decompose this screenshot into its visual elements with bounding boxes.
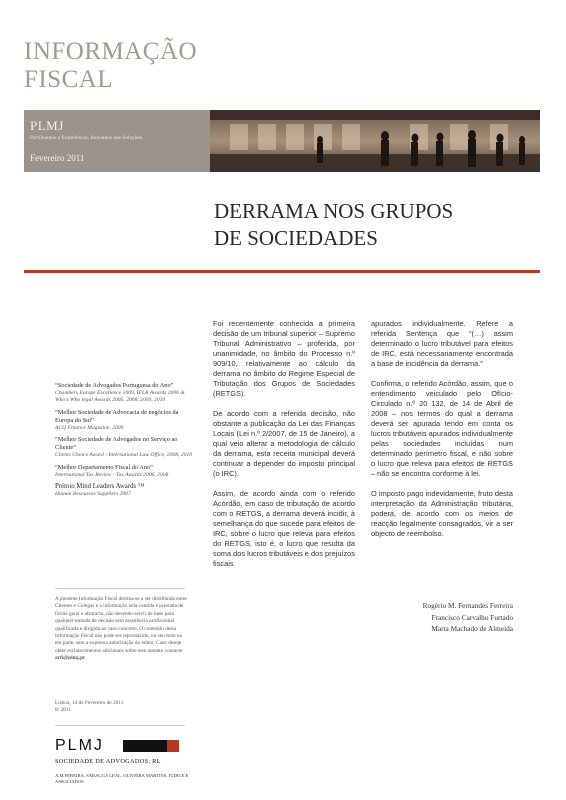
award-item (55, 436, 195, 459)
newsletter-title-line1: INFORMAÇÃO (24, 38, 198, 65)
award-source: ACQ Finance Magazine, 2009 (55, 424, 124, 431)
award-title: “Melhor Departamento Fiscal do Ano” (55, 463, 153, 471)
award-source: International Tax Review - Tax Awards 2006, 2008 (55, 471, 169, 478)
banner-brand: PLMJ (30, 118, 64, 133)
award-source: Chambers Europe Excellence 2009, IFLR Awards 2006 & Who’s Who legal Awards 2006, 2008, 2009, 2010 (55, 390, 185, 404)
article-paragraph: O imposto pago indevidamente, fruto desta interpretação da Administração tributária, poderá, de acordo com os meios de reacção legalmente consagrados, vir a ser objecto de reembolso. (371, 489, 513, 538)
author-name: Rogério M. Fernandes Ferreira (422, 601, 513, 610)
award-item (55, 464, 195, 479)
banner-brand-panel (24, 110, 210, 172)
sidebar-divider (55, 588, 185, 589)
headline-divider (24, 270, 540, 273)
sidebar-divider-bottom (55, 725, 185, 726)
award-title: “Melhor Sociedade de Advocacia de negócios da Europa do Sul” (55, 408, 179, 424)
author-name: Francisco Carvalho Furtado (431, 612, 513, 622)
article-column-1 (213, 319, 355, 579)
author-name: Marta Machado de Almeida (431, 624, 513, 633)
issue-info (55, 700, 185, 714)
award-title: “Melhor Sociedade de Advogados no Serviço ao Cliente” (55, 436, 178, 452)
article-paragraph: De acordo com a referida decisão, não obstante a publicação da Lei das Finanças Locais (Lei n.º 2/2007, de 15 de Janeiro), a qual veio alterar a metodologia de cálculo da derrama, esta receita municipal deverá continuar a depender do imposto principal (o IRC). (213, 409, 355, 478)
award-title: “Sociedade de Advogados Portuguesa do Ano” (55, 382, 174, 389)
disclaimer-text: A presente Informação Fiscal destina-se a ser distribuída entre Clientes e Colegas e a informação nela contida é prestada de forma geral e abstracta, não devendo servir de base para qualquer tomada de decisão sem assistência profissional qualificada e dirigida ao caso concreto. O conteúdo desta Informação Fiscal não pode ser reproduzido, no seu todo ou em parte, sem a expressa autorização do editor. Caso deseje obter esclarecimentos adicionais sobre este assunto contacte (55, 596, 187, 654)
edition-number: 8/ 2011 (55, 707, 71, 714)
award-source: Human Resources Suppliers 2007 (55, 491, 131, 498)
award-title: Prémio Mind Leaders Awards ™ (55, 483, 145, 491)
contact-email-link[interactable]: arfi@plmj.pt (55, 655, 85, 662)
article-paragraph: Confirma, o referido Acórdão, assim, que o entendimento veiculado pelo Ofício-Circulado n.º 20 132, de 14 de Abril de 2008 – nos termos do qual a derrama deverá ser apurada tendo em conta os lucros tributáveis apurados individualmente pelas sociedades incluídas num determinado perímetro fiscal, e não sobre o lucro que releva para efeitos de RETGS – não se encontra conforme à lei. (371, 379, 513, 478)
headline-line1: DERRAMA NOS GRUPOS (214, 199, 454, 223)
article-paragraph: apurados individualmente. Refere a referida Sentença que “(…) assim determinado o lucro tributável para efeitos de IRC, está necessariamente encontrada a base de incidência da derrama.” (371, 319, 513, 368)
newsletter-title (24, 38, 264, 94)
awards-list (55, 382, 195, 502)
legal-disclaimer (55, 596, 189, 663)
article-column-2 (371, 319, 513, 549)
article-paragraph: Assim, de acordo ainda com o referido Acórdão, em caso de tributação de acordo com o RETGS, a derrama deverá incidir, à semelhança do que sucede para efeitos de IRC, sobre o lucro que releva para efeitos do RETGS, isto é, o lucro que resulta da soma dos lucros tributáveis e dos prejuízos fiscais (213, 489, 355, 568)
banner-date: Fevereiro 2011 (30, 153, 85, 163)
award-item (55, 382, 195, 405)
newsletter-title-line2: FISCAL (24, 66, 114, 93)
headline-line2: DE SOCIEDADES (214, 226, 378, 250)
banner-tagline: Partilhamos a Experiência. Inovamos nas Soluções. (30, 135, 144, 141)
article-paragraph: Foi recentemente conhecida a primeira decisão de um tribunal superior – Supremo Tribunal Administrativo – proferida, por unanimidade, no âmbito do Processo n.º 909/10, relativamente ao cálculo da derrama no âmbito do Regime Especial de Tributação dos Grupos de Sociedades (RETGS). (213, 319, 355, 398)
article-headline (214, 198, 534, 252)
award-source: Clients Choice Award - International Law Office, 2008, 2010 (55, 452, 193, 459)
place-date: Lisboa, 14 de Fevereiro de 2011 (55, 700, 124, 706)
firm-partners: A.M.PEREIRA, SÁRAGGA LEAL, OLIVEIRA MARTINS, JÚDICE E ASSOCIADOS (55, 773, 189, 784)
banner-photo (210, 110, 540, 172)
logo-text: PLMJ (55, 737, 104, 754)
firm-logo (55, 737, 185, 757)
logo-red-square (167, 740, 179, 752)
author-signatures (370, 600, 513, 635)
award-item (55, 409, 195, 432)
header-banner (24, 110, 540, 172)
logo-black-bar (123, 740, 167, 752)
award-item (55, 483, 195, 498)
firm-name: SOCIEDADE DE ADVOGADOS, RL (55, 758, 161, 765)
